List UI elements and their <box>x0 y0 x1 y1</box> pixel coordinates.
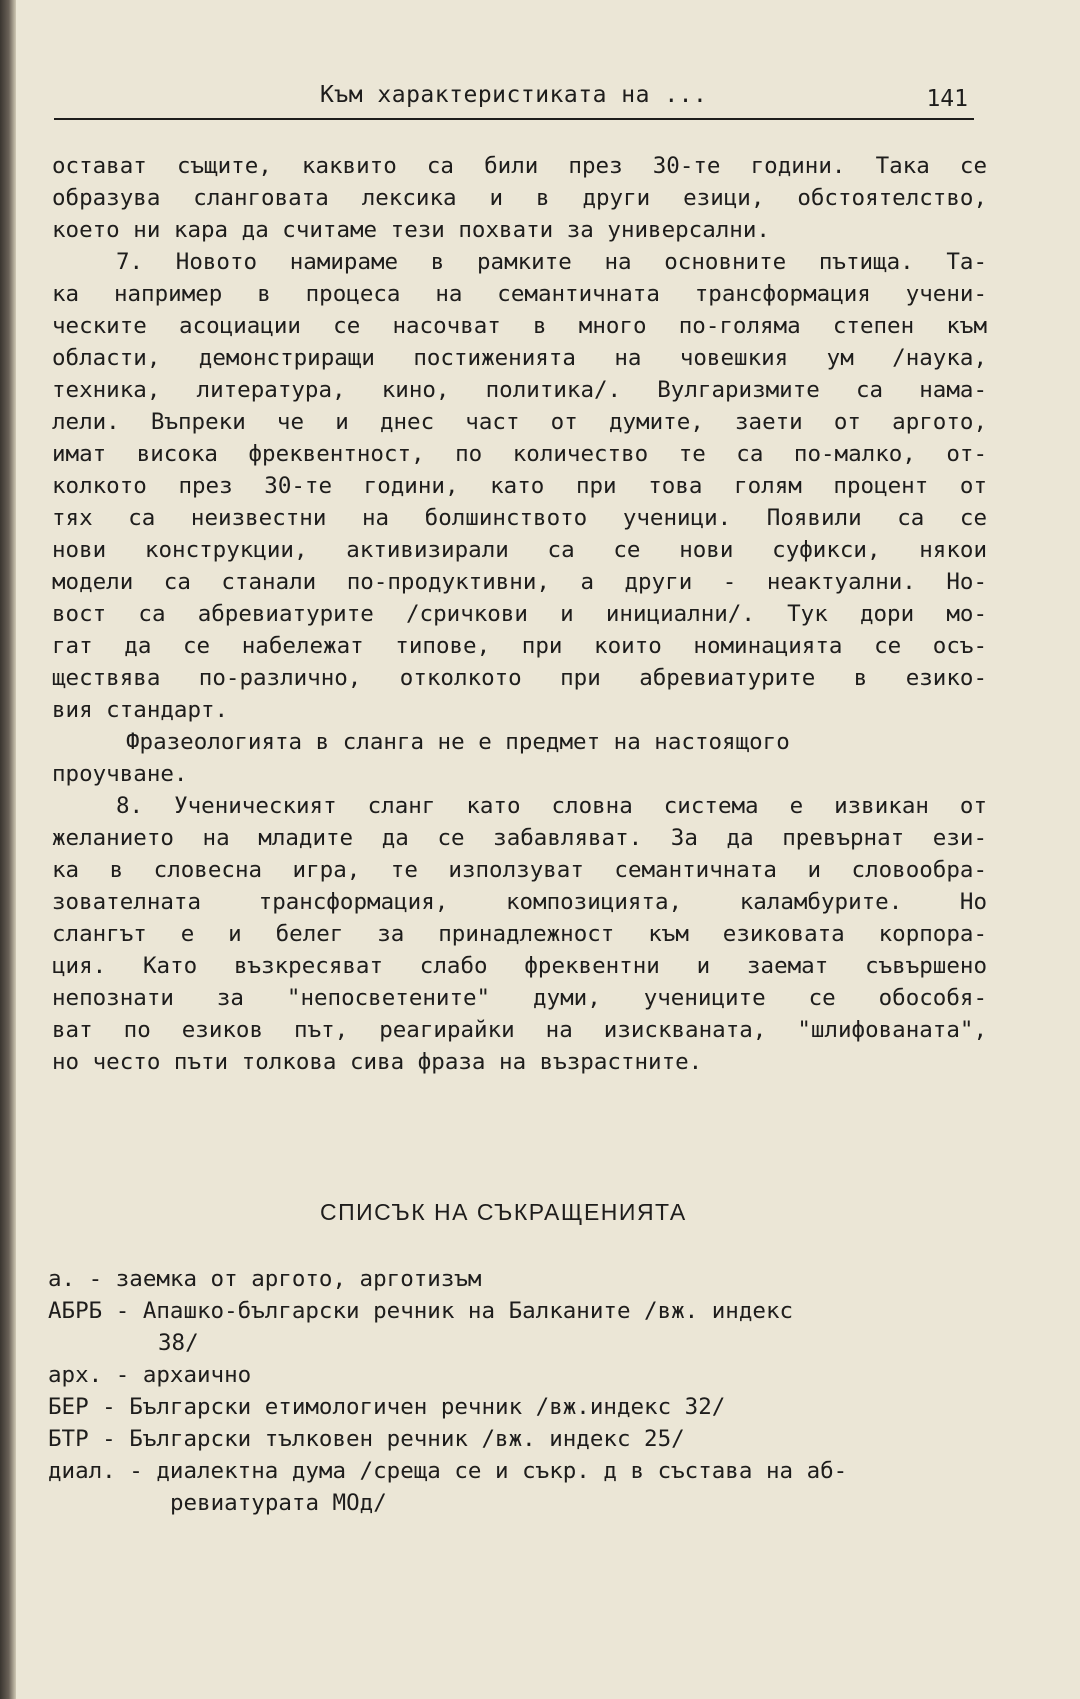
abbreviation-entry: арх. - архаично <box>48 1362 252 1388</box>
text-line: ществява по-различно, отколкото при абревиатурите в езико- <box>52 665 987 691</box>
text-line: нови конструкции, активизирали са се нови суфикси, някои <box>52 537 987 563</box>
text-line: имат висока фреквентност, по количество те са по-малко, от- <box>52 441 987 467</box>
abbreviation-entry: БТР - Български тълковен речник /вж. индекс 25/ <box>48 1426 685 1452</box>
text-line: области, демонстриращи постиженията на човешкия ум /наука, <box>52 345 987 371</box>
text-line: което ни кара да считаме тези похвати за универсални. <box>52 217 770 243</box>
abbreviation-entry: АБРБ - Апашко-български речник на Балканите /вж. индекс <box>48 1298 794 1324</box>
book-spine-shadow <box>0 0 16 1699</box>
text-line: вия стандарт. <box>52 697 229 723</box>
page-number: 141 <box>926 86 968 112</box>
paragraph-8-start: 8. Ученическият сланг като словна система е извикан от <box>116 793 987 819</box>
text-line: но често пъти толкова сива фраза на възрастните. <box>52 1049 703 1075</box>
text-line: гат да се набележат типове, при които номинацията се осъ- <box>52 633 987 659</box>
abbreviation-entry: диал. - диалектна дума /среща се и съкр. д в състава на аб- <box>48 1458 848 1484</box>
text-line: ват по езиков път, реагирайки на изискваната, "шлифованата", <box>52 1017 987 1043</box>
text-line: желанието на младите да се забавляват. За да превърнат ези- <box>52 825 987 851</box>
abbreviation-entry-continuation: ревиатурата МОд/ <box>170 1490 387 1516</box>
text-line: проучване. <box>52 761 188 787</box>
text-line: ка например в процеса на семантичната трансформация учени- <box>52 281 987 307</box>
text-line: непознати за "непосветените" думи, учениците се обособя- <box>52 985 987 1011</box>
text-line: ческите асоциации се насочват в много по-голяма степен към <box>52 313 987 339</box>
abbreviation-entry: БЕР - Български етимологичен речник /вж.индекс 32/ <box>48 1394 726 1420</box>
text-line: колкото през 30-те години, като при това голям процент от <box>52 473 987 499</box>
text-line: тях са неизвестни на болшинството ученици. Появили са се <box>52 505 987 531</box>
body-text <box>52 150 987 1078</box>
text-line: лели. Въпреки че и днес част от думите, заети от аргото, <box>52 409 987 435</box>
paragraph-7-start: 7. Новото намираме в рамките на основните пътища. Та- <box>116 249 987 275</box>
text-line: ция. Като възкресяват слабо фреквентни и заемат съвършено <box>52 953 987 979</box>
text-line: модели са станали по-продуктивни, а други - неактуални. Но- <box>52 569 987 595</box>
abbreviation-entry: а. - заемка от аргото, арготизъм <box>48 1266 482 1292</box>
text-line: техника, литература, кино, политика/. Вулгаризмите са нама- <box>52 377 987 403</box>
text-line: ка в словесна игра, те използуват семантичната и словообра- <box>52 857 987 883</box>
text-line: вост са абревиатурите /сричкови и инициални/. Тук дори мо- <box>52 601 987 627</box>
text-line: остават същите, каквито са били през 30-те години. Така се <box>52 153 987 179</box>
text-line: слангът е и белег за принадлежност към езиковата корпора- <box>52 921 987 947</box>
text-line: зователната трансформация, композицията, каламбурите. Но <box>52 889 987 915</box>
phraseology-paragraph: Фразеологията в сланга не е предмет на настоящого <box>126 729 790 755</box>
running-title: Към характеристиката на ... <box>320 82 708 108</box>
abbreviation-entry-continuation: 38/ <box>158 1330 199 1356</box>
abbreviations-list <box>48 1263 968 1519</box>
abbreviations-title: СПИСЪК НА СЪКРАЩЕНИЯТА <box>320 1199 687 1225</box>
running-header <box>54 80 974 120</box>
text-line: образува сланговата лексика и в други езици, обстоятелство, <box>52 185 987 211</box>
